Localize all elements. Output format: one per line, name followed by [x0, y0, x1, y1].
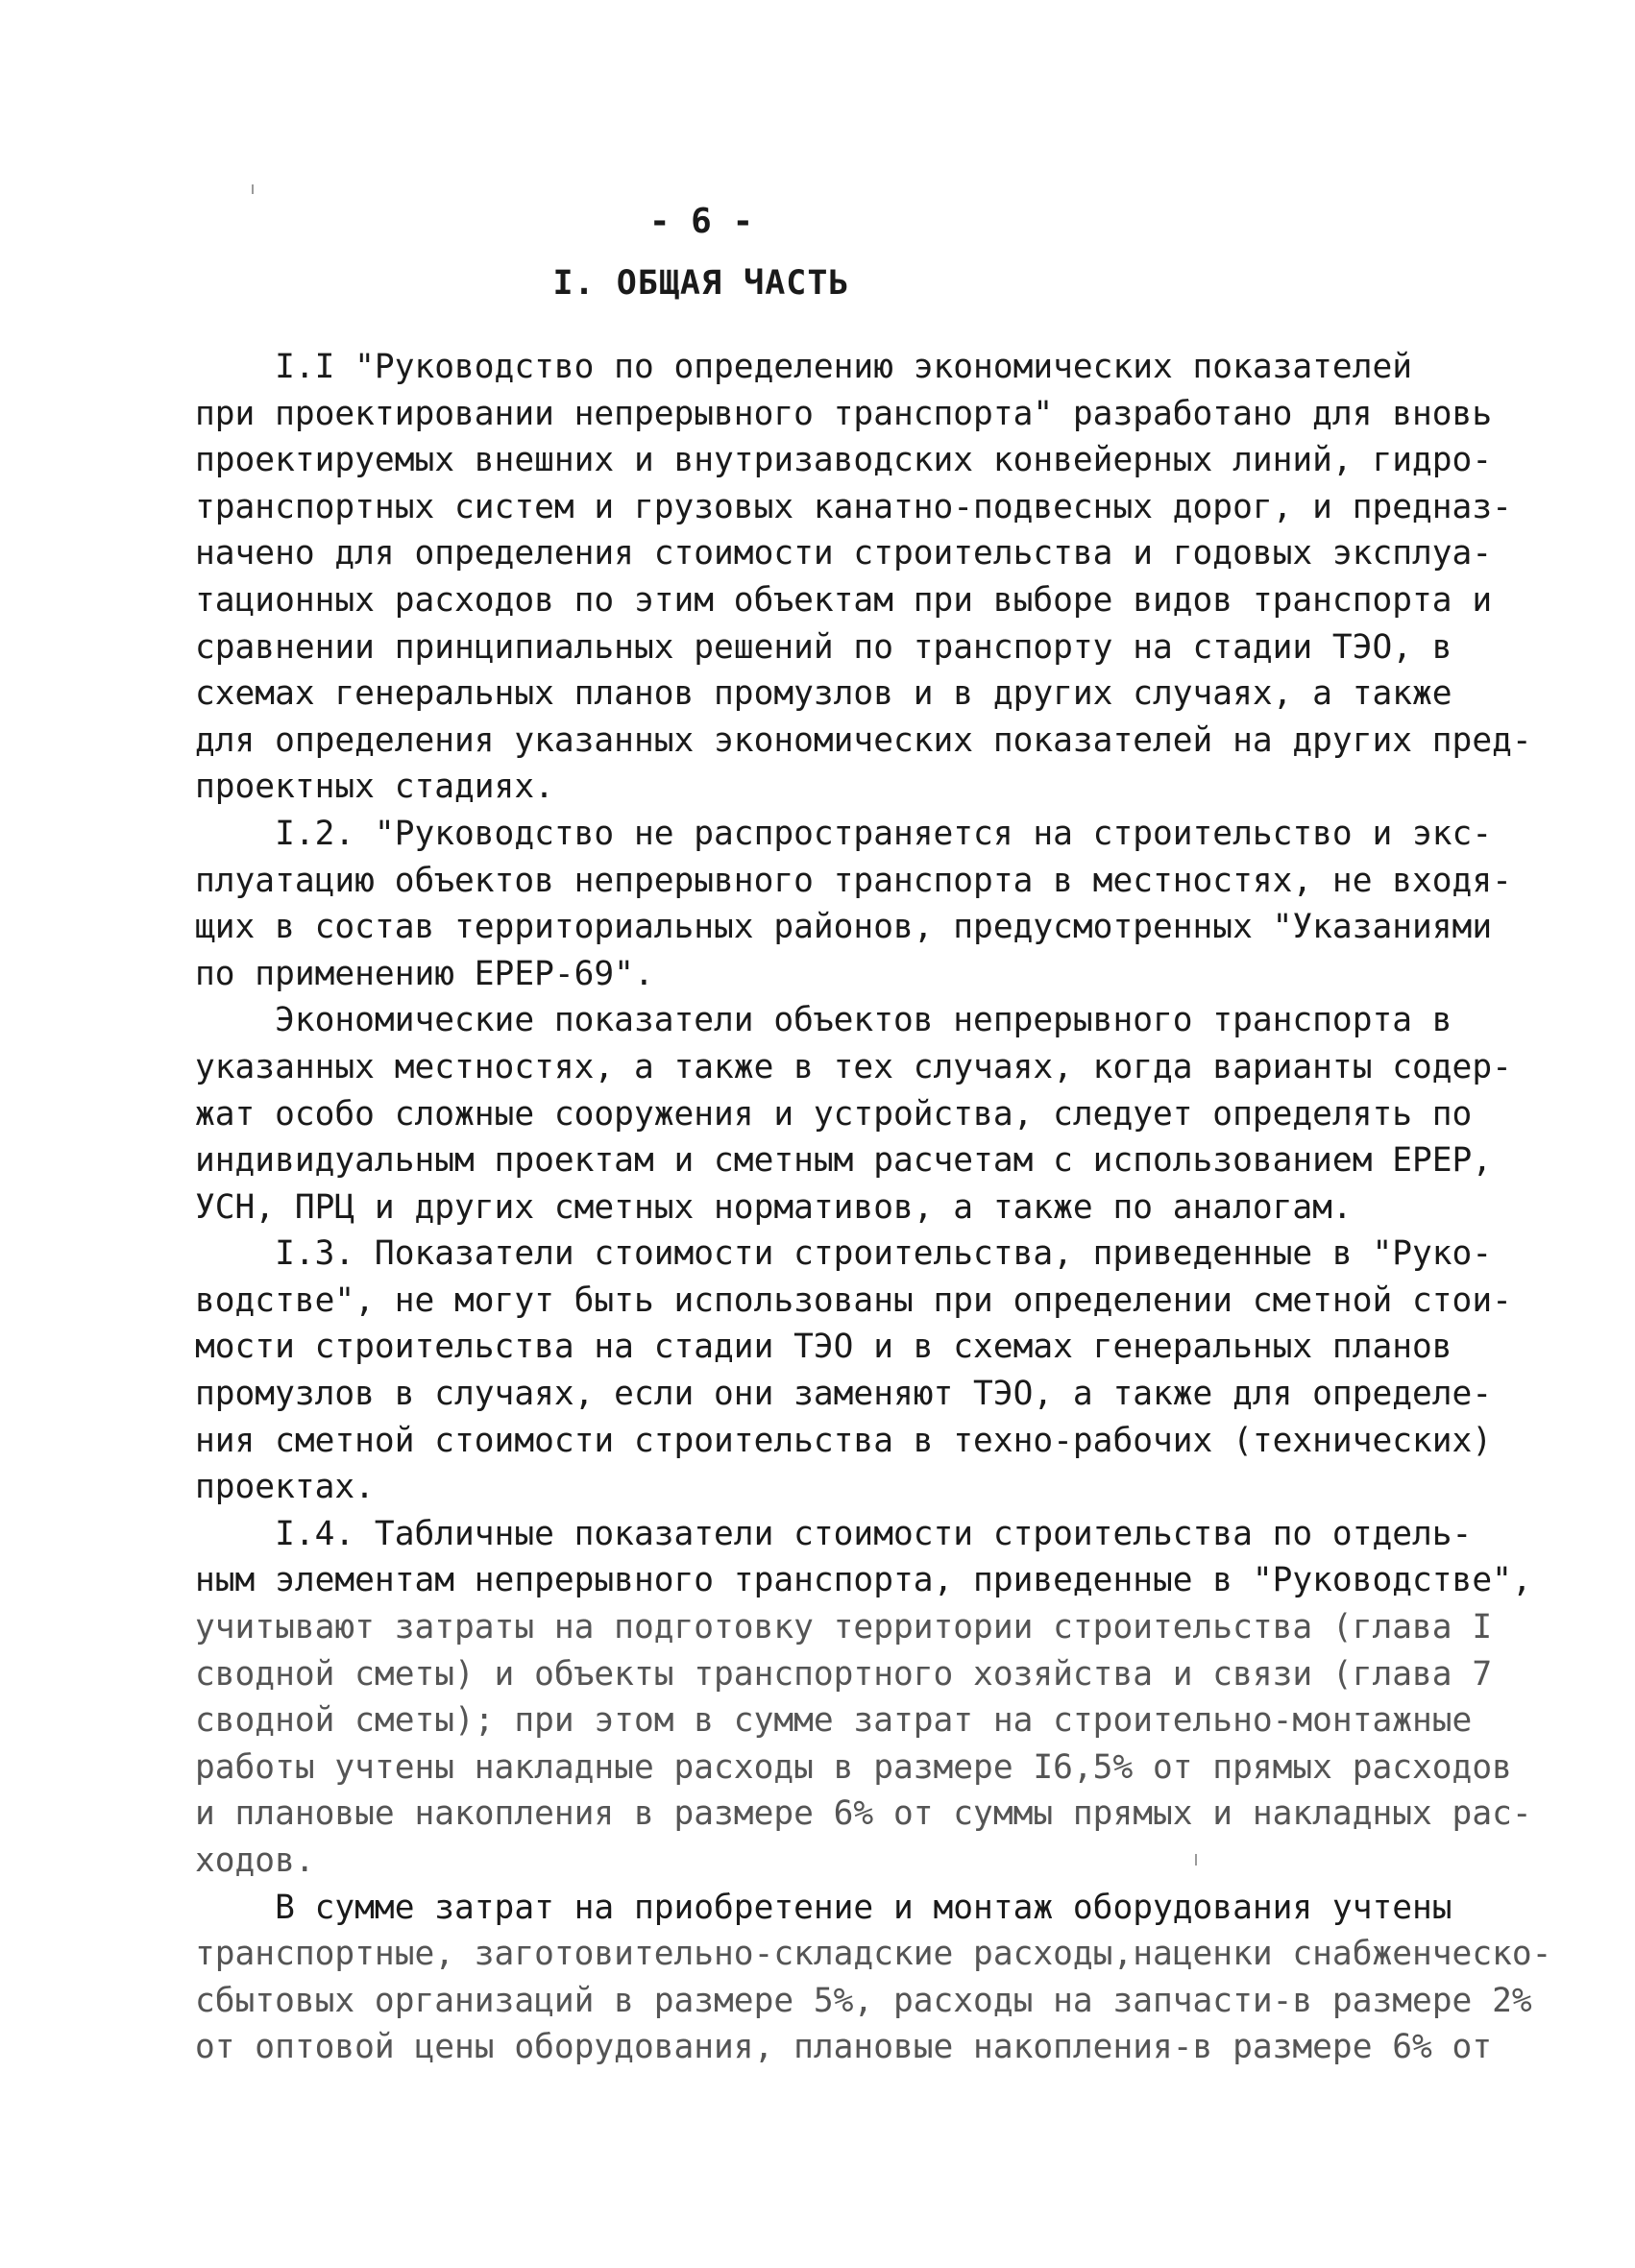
- text-line: промузлов в случаях, если они заменяют ТЭО, а также для определе-: [195, 1375, 1493, 1414]
- text-line: I.4. Табличные показатели стоимости строительства по отдель-: [195, 1514, 1473, 1553]
- text-line: водстве", не могут быть использованы при определении сметной стои-: [195, 1280, 1512, 1320]
- section-title: I. ОБЩАЯ ЧАСТЬ: [552, 264, 850, 303]
- text-line: проектах.: [195, 1468, 375, 1507]
- text-line: I.I "Руководство по определению экономических показателей: [195, 348, 1413, 386]
- text-line: начено для определения стоимости строительства и годовых эксплуа-: [195, 534, 1493, 573]
- text-line: работы учтены накладные расходы в размере I6,5% от прямых расходов: [195, 1747, 1512, 1787]
- text-line: ным элементам непрерывного транспорта, приведенные в "Руководстве",: [195, 1561, 1532, 1600]
- page-number: - 6 -: [648, 202, 754, 241]
- text-line: при проектировании непрерывного транспорта" разработано для вновь: [195, 394, 1493, 433]
- text-line: схемах генеральных планов промузлов и в других случаях, а также: [195, 674, 1452, 714]
- text-line: сравнении принципиальных решений по транспорту на стадии ТЭО, в: [195, 627, 1452, 667]
- text-line: I.3. Показатели стоимости строительства, приведенные в "Руко-: [195, 1234, 1493, 1274]
- text-line: сводной сметы) и объекты транспортного хозяйства и связи (глава 7: [195, 1654, 1493, 1694]
- text-line: ния сметной стоимости строительства в техно-рабочих (технических): [195, 1421, 1493, 1460]
- text-line: по применению ЕРЕР-69".: [195, 954, 654, 993]
- text-line: Экономические показатели объектов непрерывного транспорта в: [195, 1001, 1452, 1040]
- text-line: указанных местностях, а также в тех случаях, когда варианты содер-: [195, 1047, 1512, 1086]
- text-line: проектных стадиях.: [195, 768, 554, 807]
- text-line: учитывают затраты на подготовку территории строительства (глава I: [195, 1608, 1493, 1647]
- text-line: I.2. "Руководство не распространяется на строительство и экс-: [195, 814, 1493, 853]
- text-line: тационных расходов по этим объектам при выборе видов транспорта и: [195, 580, 1493, 620]
- text-line: для определения указанных экономических показателей на других пред-: [195, 720, 1532, 760]
- text-line: ходов.: [195, 1841, 315, 1880]
- scan-mark: [252, 184, 254, 194]
- text-line: щих в состав территориальных районов, предусмотренных "Указаниями: [195, 908, 1493, 947]
- text-line: и плановые накопления в размере 6% от суммы прямых и накладных рас-: [195, 1794, 1532, 1834]
- text-line: жат особо сложные сооружения и устройства, следует определять по: [195, 1094, 1473, 1134]
- text-line: плуатацию объектов непрерывного транспорта в местностях, не входя-: [195, 861, 1512, 900]
- text-line: сводной сметы); при этом в сумме затрат на строительно-монтажные: [195, 1701, 1473, 1741]
- text-line: транспортные, заготовительно-складские расходы,наценки снабженческо-: [195, 1935, 1552, 1974]
- text-line: В сумме затрат на приобретение и монтаж оборудования учтены: [195, 1888, 1452, 1927]
- body-text: [195, 344, 1552, 2071]
- text-line: индивидуальным проектам и сметным расчетам с использованием ЕРЕР,: [195, 1141, 1493, 1181]
- text-line: мости строительства на стадии ТЭО и в схемах генеральных планов: [195, 1328, 1452, 1367]
- text-line: проектируемых внешних и внутризаводских конвейерных линий, гидро-: [195, 441, 1493, 480]
- text-line: транспортных систем и грузовых канатно-подвесных дорог, и предназ-: [195, 487, 1512, 526]
- text-line: сбытовых организаций в размере 5%, расходы на запчасти-в размере 2%: [195, 1981, 1532, 2020]
- text-line: от оптовой цены оборудования, плановые накопления-в размере 6% от: [195, 2028, 1493, 2067]
- text-line: УСН, ПРЦ и других сметных нормативов, а также по аналогам.: [195, 1187, 1353, 1227]
